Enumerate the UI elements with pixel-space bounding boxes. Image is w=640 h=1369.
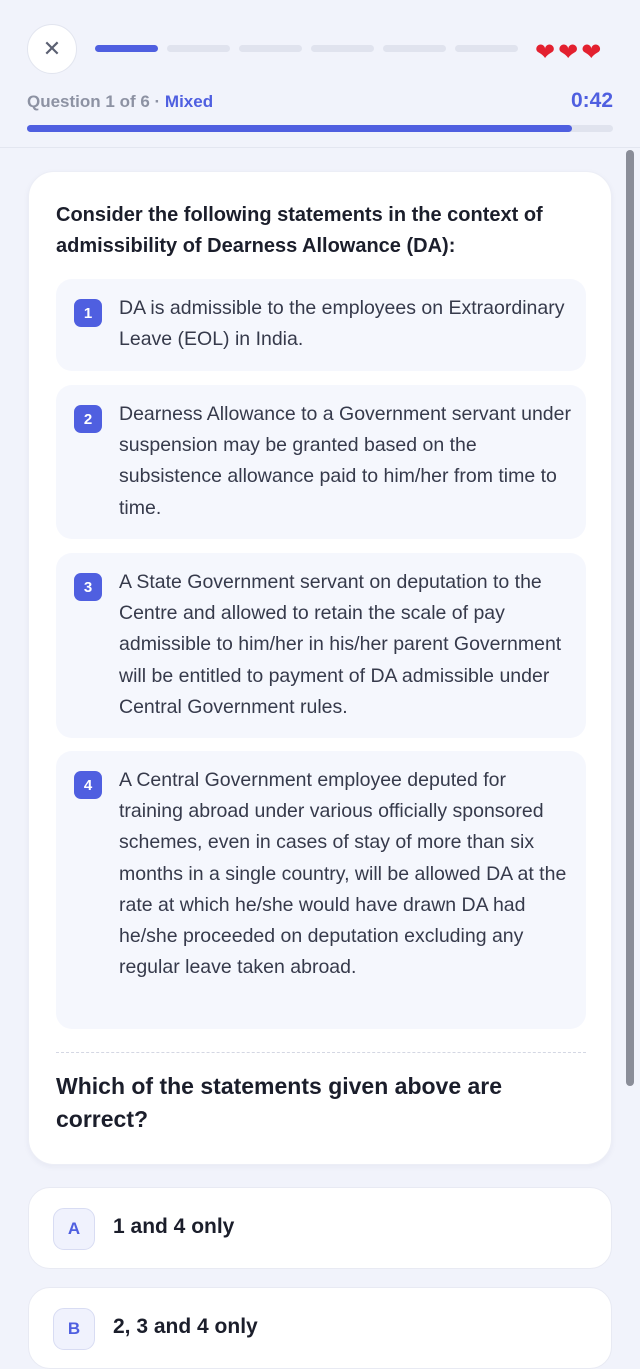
- statement-item: [56, 553, 586, 738]
- quiz-header: [0, 0, 640, 148]
- divider: [56, 1052, 586, 1053]
- statement-text: A Central Government employee deputed for training abroad under various officially sponsored schemes, even in cases of stay of more than six months in a single country, will be allowed DA at the rate at which he/she would have drawn DA had he/she proceeded on deputation excluding any regular leave taken abroad.: [119, 769, 567, 979]
- lives-indicator: [535, 40, 601, 64]
- question-prompt: Consider the following statements in the context of admissibility of Dearness Allowance (DA):: [56, 204, 543, 257]
- timer-bar-fill: [27, 125, 572, 132]
- statement-text: A State Government servant on deputation to the Centre and allowed to retain the scale of pay admissible to him/her in his/her parent Government will be entitled to payment of DA admissible under Central Government rules.: [119, 571, 562, 718]
- statement-item: [56, 751, 586, 1029]
- statement-number: 3: [74, 573, 102, 601]
- progress-segment: [383, 45, 446, 52]
- statement-number: 1: [74, 299, 102, 327]
- timer: 0:42: [570, 89, 613, 112]
- question-card: [28, 171, 612, 1165]
- question-counter: [27, 92, 213, 112]
- progress-segment: [311, 45, 374, 52]
- option-letter: B: [53, 1308, 95, 1350]
- timer-bar: [27, 125, 613, 132]
- statement-item: [56, 279, 586, 371]
- question-ask: Which of the statements given above are correct?: [56, 1073, 503, 1132]
- statement-text: DA is admissible to the employees on Extraordinary Leave (EOL) in India.: [119, 297, 565, 351]
- question-mode: Mixed: [164, 92, 214, 111]
- progress-segment: [95, 45, 158, 52]
- option-b[interactable]: [28, 1287, 612, 1369]
- progress-segment: [167, 45, 230, 52]
- statement-number: 4: [74, 771, 102, 799]
- option-text: 2, 3 and 4 only: [113, 1315, 258, 1338]
- scrollbar[interactable]: [626, 150, 634, 1086]
- option-text: 1 and 4 only: [113, 1215, 235, 1238]
- heart-icon: ❤: [535, 38, 556, 66]
- heart-icon: ❤: [558, 38, 579, 66]
- question-counter-text: Question 1 of 6: [27, 92, 150, 111]
- separator: ·: [149, 92, 165, 111]
- option-letter: A: [53, 1208, 95, 1250]
- option-a[interactable]: [28, 1187, 612, 1269]
- statement-text: Dearness Allowance to a Government servant under suspension may be granted based on the subsistence allowance paid to him/her from time to time.: [119, 403, 571, 519]
- question-progress-segments: [95, 45, 518, 52]
- statement-number: 2: [74, 405, 102, 433]
- close-button[interactable]: [27, 24, 77, 74]
- progress-segment: [239, 45, 302, 52]
- close-icon: ✕: [42, 36, 62, 61]
- statement-item: [56, 385, 586, 539]
- heart-icon: ❤: [581, 38, 602, 66]
- progress-segment: [455, 45, 518, 52]
